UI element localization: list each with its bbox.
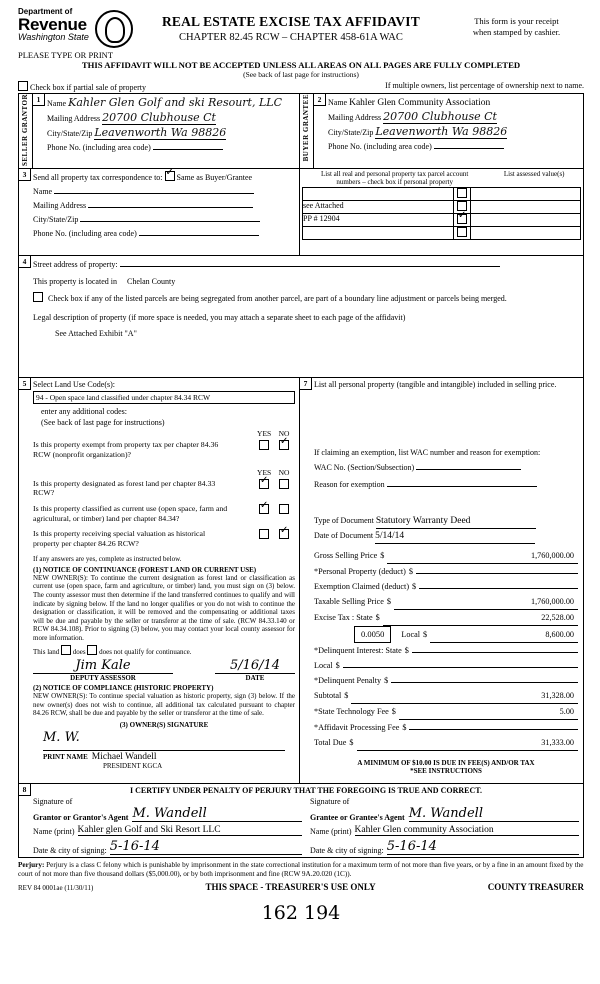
section3-number: 3 [19,169,31,181]
forest-land-question: Is this property designated as forest land per chapter 84.33 RCW? [33,478,216,498]
grantor-name-value[interactable]: Kahler glen Golf and Ski Resort LLC [78,825,302,836]
forest-no-checkbox[interactable] [279,479,289,489]
historic-question: Is this property receiving special valuation as historical property per chapter 84.26 RCW? [33,529,206,549]
doc-date-label: Date of Document [314,531,374,541]
buyer-name-value[interactable]: Kahler Glen Community Association [349,98,491,108]
parcel-assessed-value[interactable] [471,188,581,201]
doc-type-value[interactable]: Statutory Warranty Deed [376,514,536,529]
grantor-name-label: Name (print) [33,827,75,837]
dollar-sign: $ [408,567,413,577]
buyer-citystatezip-value[interactable]: Leavenworth Wa 98826 [375,125,508,138]
exempt-question-label: Is this property exempt from property tax per chapter 84.36 RCW (nonprofit organization)? [33,440,219,459]
seller-mailing-value[interactable]: 20700 Clubhouse Ct [102,111,216,124]
local-rate-value[interactable]: 0.0050 [354,626,391,643]
corr-phone-label: Phone No. (including area code) [33,229,137,239]
owner-signature-title: (3) OWNER(S) SIGNATURE [119,720,209,729]
form-frame [18,8,584,924]
street-address-label: Street address of property: [33,260,118,270]
dollar-sign: $ [380,551,385,561]
parcel-number[interactable] [303,227,454,240]
historic-no-checkbox[interactable] [279,529,289,539]
personal-property-deduct-label: *Personal Property (deduct) [314,567,406,577]
treasurer-space-label: THIS SPACE - TREASURER'S USE ONLY [205,882,376,893]
agency-logo [18,8,89,42]
same-as-buyer-checkbox[interactable] [165,171,175,181]
subtotal-value[interactable]: 31,328.00 [351,688,578,704]
tax-calculation-block [300,378,584,784]
form-header [18,8,584,48]
state-seal-icon [95,10,133,48]
dollar-sign: $ [402,723,407,733]
dept-small-label: Department of [18,7,73,16]
forest-yes-checkbox[interactable] [259,479,269,489]
deputy-assessor-label: DEPUTY ASSESSOR [70,674,136,683]
delinquent-interest-local-value[interactable] [343,667,578,668]
seller-block [33,94,300,169]
treasurer-stamp-number: 162 194 [261,902,341,925]
type-print-row [18,50,584,60]
legal-description-label: Legal description of property (if more space is needed, you may attach a separate sheet to each page of the affidavit) [33,313,406,323]
notice-compliance-title: (2) NOTICE OF COMPLIANCE (HISTORIC PROPERTY) [33,684,214,693]
parcel-number[interactable]: see Attached [303,201,454,214]
corr-citystatezip-label: City/State/Zip [33,215,79,225]
dollar-sign: $ [423,630,428,640]
exemption-claimed-value[interactable] [419,588,578,589]
grantor-signature-label: Signature of [33,797,73,807]
parcel-row [303,227,581,240]
amount-row [314,643,578,658]
seller-name-label: Name [47,99,67,108]
legal-description-value[interactable]: See Attached Exhibit "A" [55,329,137,339]
seller-phone-value[interactable] [153,149,223,150]
taxable-selling-price-value[interactable]: 1,760,000.00 [394,594,578,610]
dollar-sign: $ [375,613,380,623]
amount-row [314,720,578,735]
parcel-table [302,187,581,240]
street-address-value[interactable] [120,266,500,267]
page-title: REAL ESTATE EXCISE TAX AFFIDAVIT [161,14,420,29]
parcel-block [300,169,584,256]
amount-row [314,688,578,704]
grantor-date-value[interactable]: 5-16-14 [110,839,302,855]
wac-number-label: WAC No. (Section/Subsection) [314,463,415,473]
located-in-label: This property is located in [33,277,117,287]
amount-row [314,704,578,720]
corr-name-value[interactable] [54,193,254,194]
parcel-number[interactable] [303,188,454,201]
reason-exemption-value[interactable] [387,486,537,487]
does-not-qualify-checkbox[interactable] [87,645,97,655]
county-treasurer-label: COUNTY TREASURER [487,882,584,893]
land-use-see-back: (See back of last page for instructions) [41,418,165,428]
yes-header-2: YES [257,467,272,477]
grantor-signature-label2: Grantor or Grantor's Agent [33,813,129,823]
section8-number: 8 [19,784,31,796]
certification-block [19,784,584,858]
corr-phone-value[interactable] [139,235,259,236]
corr-mailing-label: Mailing Address [33,201,87,211]
gross-selling-price-label: Gross Selling Price [314,551,378,561]
seller-citystatezip-label: City/State/Zip [47,129,93,138]
parcel-number[interactable]: PP # 12904 [303,214,454,227]
state-technology-fee-value[interactable]: 5.00 [399,704,578,720]
corr-mailing-value[interactable] [88,207,253,208]
print-name-label: PRINT NAME [43,752,88,761]
parcel-header-line1: List all real and personal property tax parcel account [321,170,469,179]
seller-name-value[interactable]: Kahler Glen Golf and ski Resourt, LLC [68,96,282,109]
amount-row [314,564,578,579]
amount-row [314,610,578,626]
parcel-personal-checkbox[interactable] [457,188,467,198]
currentuse-yes-checkbox[interactable] [259,504,269,514]
dept-name: Revenue [18,15,87,34]
multiple-owners-note: If multiple owners, list percentage of ownership next to name. [385,81,584,90]
segregation-checkbox[interactable] [33,292,43,302]
if-any-answers-note: If any answers are yes, complete as instructed below. [33,554,182,563]
current-use-question: Is this property classified as current use (open space, farm and agricultural, or timber) land per chapter 84.34? [33,503,228,523]
title-block [139,8,443,43]
additional-codes-label: enter any additional codes: [41,407,127,417]
amount-row [314,548,578,564]
grantee-name-value[interactable]: Kahler Glen community Association [355,825,579,836]
land-use-block [19,378,300,784]
partial-sale-row [18,81,584,92]
delinquent-penalty-label: *Delinquent Penalty [314,676,382,686]
does-label: does [72,648,86,657]
see-back-note: (See back of last page for instructions) [243,70,359,79]
amount-row [314,673,578,688]
delinquent-interest-state-label: *Delinquent Interest: State [314,646,402,656]
land-use-code-value[interactable]: 94 - Open space land classified under chapter 84.34 RCW [33,391,295,404]
amount-row [314,579,578,594]
section5-number: 5 [19,378,31,390]
located-in-value[interactable]: Chelan County [126,277,176,287]
taxable-selling-price-label: Taxable Selling Price [314,597,384,607]
section4-number: 4 [19,256,31,268]
print-name-title: PRESIDENT KGCA [103,761,163,770]
excise-tax-state-value[interactable]: 22,528.00 [383,610,578,626]
amount-row [314,735,578,751]
gross-selling-price-value[interactable]: 1,760,000.00 [387,548,578,564]
seller-citystatezip-value[interactable]: Leavenworth Wa 98826 [94,126,227,139]
buyer-mailing-label: Mailing Address [328,113,382,122]
wac-number-value[interactable] [416,469,521,470]
currentuse-no-checkbox[interactable] [279,504,289,514]
section7-number: 7 [300,378,312,390]
local-rate-row [354,626,578,643]
parcel-assessed-value[interactable] [471,201,581,214]
perjury-label: Perjury: [18,861,45,870]
dollar-sign: $ [344,691,349,701]
send-correspondence-label: Send all property tax correspondence to: [33,173,163,183]
buyer-phone-value[interactable] [434,148,504,149]
parcel-header-line2: numbers – check box if personal property [336,178,453,187]
amount-row [314,594,578,610]
form-revision: REV 84 0001ae (11/30/11) [18,884,94,893]
reason-exemption-label: Reason for exemption [314,480,385,490]
grantee-signature-label: Signature of [310,797,350,807]
dollar-sign: $ [404,646,409,656]
assessor-date-label: DATE [245,674,265,683]
exempt-yes-checkbox[interactable] [259,440,269,450]
dollar-sign: $ [391,707,396,717]
notice-continuance-title: (1) NOTICE OF CONTINUANCE (FOREST LAND OR CURRENT USE) [33,565,257,574]
print-name-value[interactable]: Michael Wandell [91,751,157,762]
assessor-date-value[interactable]: 5/16/14 [229,658,281,674]
affidavit-processing-fee-label: *Affidavit Processing Fee [314,723,400,733]
local-value[interactable]: 8,600.00 [430,627,578,643]
buyer-section-number: 2 [314,94,326,106]
grantee-signature[interactable]: M. Wandell [408,806,483,822]
personal-property-label: List all personal property (tangible and intangible) included in selling price. [314,380,557,390]
parcel-personal-checkbox[interactable] [457,214,467,224]
owner-signature[interactable]: M. W. [43,729,80,745]
does-not-label: does not qualify for continuance. [99,648,192,657]
total-due-label: Total Due [314,738,347,748]
historic-yes-checkbox[interactable] [259,529,269,539]
grantee-name-label: Name (print) [310,827,352,837]
minimum-fee-note: A MINIMUM OF $10.00 IS DUE IN FEE(S) AND/OR TAX [357,759,535,768]
dollar-sign: $ [386,597,392,607]
amount-row [314,658,578,673]
parcel-assessed-value[interactable] [471,227,581,240]
state-technology-fee-label: *State Technology Fee [314,707,389,717]
grantee-signature-label2: Grantee or Grantee's Agent [310,813,405,823]
dollar-sign: $ [412,582,417,592]
does-qualify-checkbox[interactable] [61,645,71,655]
see-instructions-note: *SEE INSTRUCTIONS [410,767,482,776]
dollar-sign: $ [384,676,389,686]
receipt-line-1: This form is your receipt [474,16,559,26]
dollar-sign: $ [349,738,354,748]
partial-sale-checkbox[interactable] [18,81,28,91]
chapter-subtitle: CHAPTER 82.45 RCW – CHAPTER 458-61A WAC [178,32,403,43]
perjury-note [18,861,584,879]
exemption-claim-label: If claiming an exemption, list WAC number and reason for exemption: [314,448,541,458]
parcel-assessed-value[interactable] [471,214,581,227]
buyer-mailing-value[interactable]: 20700 Clubhouse Ct [383,110,497,123]
grantor-date-label: Date & city of signing: [33,846,107,856]
please-type-label: PLEASE TYPE OR PRINT [18,50,114,60]
parcel-row [303,201,581,214]
receipt-line-2: when stamped by cashier. [472,26,561,37]
grantor-signature[interactable]: M. Wandell [132,806,207,822]
this-land-label: This land [33,648,60,657]
land-use-title: Select Land Use Code(s): [33,380,115,390]
footer-row [18,882,584,892]
buyer-name-label: Name [328,98,348,107]
property-address-block [19,256,584,378]
dept-state: Washington State [18,32,89,42]
local-label: Local [401,630,421,640]
corr-citystatezip-value[interactable] [80,221,260,222]
notice-compliance-body: NEW OWNER(S): To continue special valuation as historic property, sign (3) below. If the new owner(s) does not wish to continue, all additional tax calculated pursuant to chapter 84.26 RCW, shall be due and payable by the seller or transferor at the time of sale. [33,692,295,718]
parcel-row [303,214,581,227]
partial-sale-label: Check box if partial sale of property [30,83,146,92]
exemption-claimed-label: Exemption Claimed (deduct) [314,582,410,592]
assessed-value-header: List assessed value(s) [503,170,565,179]
yes-header: YES [257,429,272,439]
seller-phone-label: Phone No. (including area code) [47,143,151,152]
seller-section-number: 1 [33,94,45,106]
affidavit-processing-fee-value[interactable] [409,729,578,730]
delinquent-penalty-value[interactable] [391,682,578,683]
grantee-date-value[interactable]: 5-16-14 [387,839,579,855]
correspondence-block [19,169,300,256]
excise-tax-state-label: Excise Tax : State [314,613,373,623]
certify-statement: I CERTIFY UNDER PENALTY OF PERJURY THAT THE FOREGOING IS TRUE AND CORRECT. [129,786,482,796]
no-header: NO [278,429,290,439]
buyer-block [314,94,584,169]
no-header-2: NO [278,467,290,477]
parcel-personal-checkbox[interactable] [457,227,467,237]
exempt-no-checkbox[interactable] [279,440,289,450]
seller-tab: SELLER GRANTOR [19,94,33,169]
not-accepted-notice: THIS AFFIDAVIT WILL NOT BE ACCEPTED UNLESS ALL AREAS ON ALL PAGES ARE FULLY COMPLETED [81,60,521,70]
parcel-row [303,188,581,201]
segregation-label: Check box if any of the listed parcels are being segregated from another parcel, are part of a boundary line adjustment or parcels being merged. [48,294,507,304]
dollar-sign: $ [335,661,340,671]
delinquent-interest-local-label: Local [314,661,333,671]
buyer-tab: BUYER GRANTEE [300,94,314,169]
doc-date-value[interactable]: 5/14/14 [375,529,535,544]
deputy-assessor-signature[interactable]: Jim Kale [75,658,131,674]
receipt-note [449,16,584,37]
subtotal-label: Subtotal [314,691,342,701]
buyer-phone-label: Phone No. (including area code) [328,142,432,151]
parties-table [18,93,584,858]
delinquent-interest-state-value[interactable] [412,652,578,653]
grantee-date-label: Date & city of signing: [310,846,384,856]
personal-property-deduct-value[interactable] [416,573,578,574]
perjury-text: Perjury is a class C felony which is punishable by imprisonment in the state correctional institution for a maximum term of not more than five years, or by a fine in an amount fixed by the court of not more than five thousand dollars ($5,000.00), or by both imprisonment and fine (RCW 9A.20.020 (1C)). [18,861,584,879]
seller-mailing-label: Mailing Address [47,114,101,123]
doc-type-label: Type of Document [314,516,374,526]
same-as-buyer-label: Same as Buyer/Grantee [176,173,253,183]
total-due-value[interactable]: 31,333.00 [357,735,579,751]
buyer-citystatezip-label: City/State/Zip [328,128,374,137]
notice-continuance-body: NEW OWNER(S): To continue the current designation as forest land or classification as current use (open space, farm and agriculture, or timber) land, you must sign on (3) below. The county assessor must then determine if the land transferred continues to qualify and will indicate by signing below. If the land no longer qualifies or you do not wish to continue the designation or classification, it will be removed and the compensating or additional taxes will be due and payable by the seller or transferor at the time of sale. (RCW 84.33.140 or RCW 84.34.108). Prior to signing (3) below, you may contact your local county assessor for more information. [33,573,295,642]
corr-name-label: Name [33,187,53,197]
